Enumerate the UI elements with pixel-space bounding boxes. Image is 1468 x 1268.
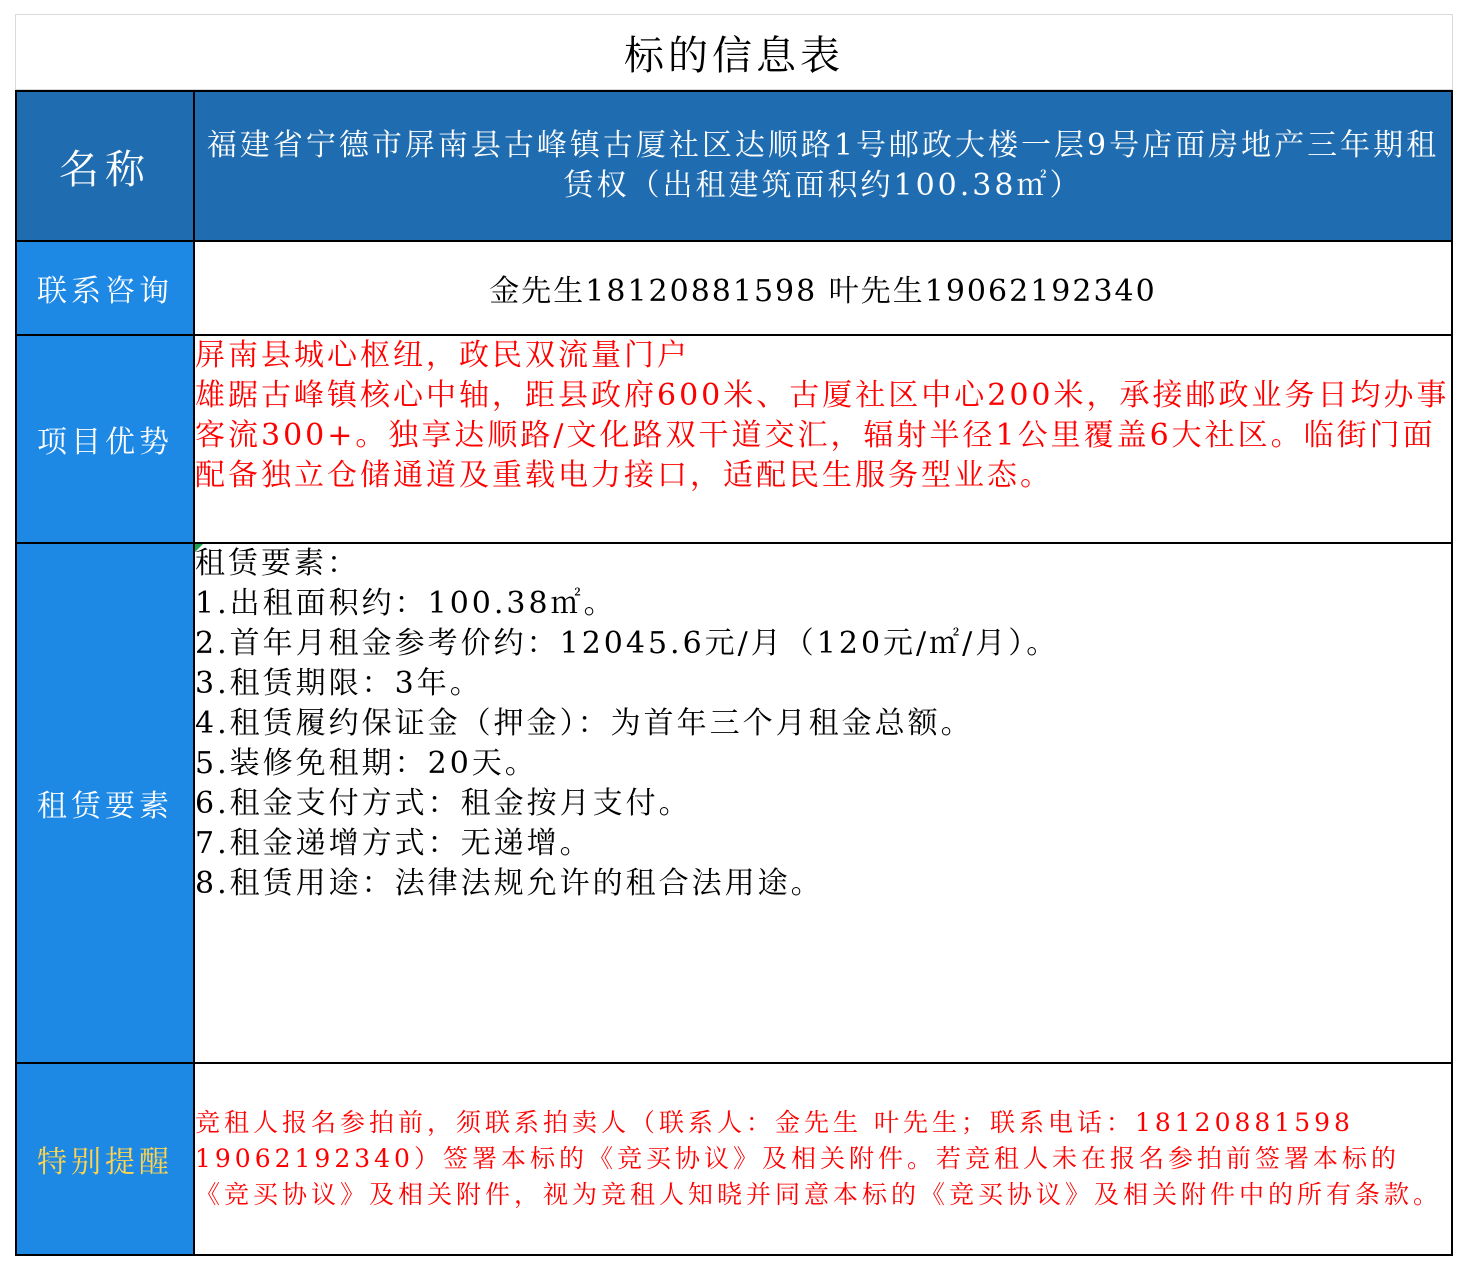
terms-item: 8.租赁用途：法律法规允许的租合法用途。 xyxy=(195,866,824,901)
contact-label: 联系咨询 xyxy=(16,241,194,335)
contact-value: 金先生18120881598 叶先生19062192340 xyxy=(194,241,1452,335)
terms-item: 3.租赁期限：3年。 xyxy=(195,666,483,701)
reminder-value: 竞租人报名参拍前，须联系拍卖人（联系人：金先生 叶先生；联系电话：18120881598 19062192340）签署本标的《竞买协议》及相关附件。若竞租人未在报名参拍前签署本标的《竞买协议》及相关附件，视为竞租人知晓并同意本标的《竞买协议》及相关附件中的所有条款。 xyxy=(194,1063,1452,1255)
name-value: 福建省宁德市屏南县古峰镇古厦社区达顺路1号邮政大楼一层9号店面房地产三年期租赁权（出租建筑面积约100.38㎡） xyxy=(194,91,1452,241)
terms-label: 租赁要素 xyxy=(16,543,194,1063)
table-row-reminder xyxy=(16,1063,1452,1255)
info-table xyxy=(15,90,1453,1256)
table-row-contact xyxy=(16,241,1452,335)
info-sheet xyxy=(15,14,1453,1254)
table-row-name xyxy=(16,91,1452,241)
terms-item: 6.租金支付方式：租金按月支付。 xyxy=(195,786,692,821)
terms-value xyxy=(194,543,1452,1063)
advantage-headline: 屏南县城心枢纽，政民双流量门户 xyxy=(195,338,690,373)
advantage-label: 项目优势 xyxy=(16,335,194,543)
sheet-title: 标的信息表 xyxy=(15,14,1453,90)
cell-comment-marker xyxy=(195,544,203,552)
terms-item: 2.首年月租金参考价约：12045.6元/月（120元/㎡/月）。 xyxy=(195,626,1060,661)
terms-item: 4.租赁履约保证金（押金）：为首年三个月租金总额。 xyxy=(195,706,974,741)
reminder-label: 特别提醒 xyxy=(16,1063,194,1255)
advantage-value xyxy=(194,335,1452,543)
advantage-body: 雄踞古峰镇核心中轴，距县政府600米、古厦社区中心200米，承接邮政业务日均办事客流300+。独享达顺路/文化路双干道交汇，辐射半径1公里覆盖6大社区。临街门面配备独立仓储通道及重载电力接口，适配民生服务型业态。 xyxy=(195,378,1450,493)
terms-item: 7.租金递增方式：无递增。 xyxy=(195,826,593,861)
table-row-advantage xyxy=(16,335,1452,543)
terms-item: 1.出租面积约：100.38㎡。 xyxy=(195,586,617,621)
terms-item: 5.装修免租期：20天。 xyxy=(195,746,538,781)
terms-heading: 租赁要素： xyxy=(195,546,360,581)
table-row-terms xyxy=(16,543,1452,1063)
name-label: 名称 xyxy=(16,91,194,241)
